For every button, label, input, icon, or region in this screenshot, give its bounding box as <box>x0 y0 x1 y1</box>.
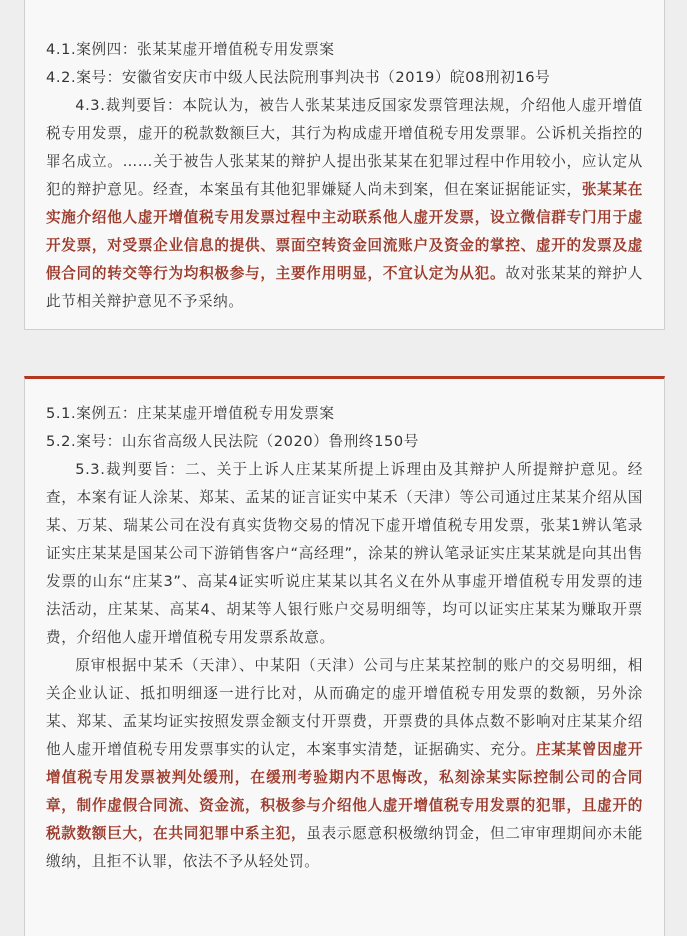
case-four-holding-intro: 4.3.裁判要旨：本院认为，被告人张某某违反国家发票管理法规，介绍他人虚开增值税专用发票，虚开的税款数额巨大，其行为构成虚开增值税专用发票罪。公诉机关指控的罪名成立。……关于被告人张某某的辩护人提出张某某在犯罪过程中作用较小，应认定从犯的辩护意见。经查，本案虽有其他犯罪嫌疑人尚未到案，但在案证据能证实， <box>46 97 643 198</box>
case-four-number: 4.2.案号：安徽省安庆市中级人民法院刑事判决书（2019）皖08刑初16号 <box>46 69 551 86</box>
case-five-holding-paragraph-1: 5.3.裁判要旨：二、关于上诉人庄某某所提上诉理由及其辩护人所提辩护意见。经查，本案有证人涂某、郑某、孟某的证言证实中某禾（天津）等公司通过庄某某介绍从国某、万某、瑞某公司在没有真实货物交易的情况下虚开增值税专用发票，张某1辨认笔录证实庄某某是国某公司下游销售客户“高经理”，涂某的辨认笔录证实庄某某就是向其出售发票的山东“庄某3”、高某4证实听说庄某某以其名义在外从事虚开增值税专用发票的违法活动，庄某某、高某4、胡某等人银行账户交易明细等，均可以证实庄某某为赚取开票费，介绍他人虚开增值税专用发票系故意。 <box>46 461 643 646</box>
case-four-holding <box>46 92 643 316</box>
case-five-card <box>24 376 665 936</box>
case-four-holding-tail: 故对张某某的辩护人此节相关辩护意见不予采纳。 <box>46 265 643 310</box>
case-five-p2-highlight: 庄某某曾因虚开增值税专用发票被判处缓刑，在缓刑考验期内不思悔改，私刻涂某实际控制公司的合同章，制作虚假合同流、资金流，积极参与介绍他人虚开增值税专用发票的犯罪，且虚开的税款数额巨大，在共同犯罪中系主犯， <box>46 741 644 842</box>
case-five-number: 5.2.案号：山东省高级人民法院（2020）鲁刑终150号 <box>46 433 419 450</box>
case-five-p2-intro: 原审根据中某禾（天津）、中某阳（天津）公司与庄某某控制的账户的交易明细，相关企业认证、抵扣明细逐一进行比对，从而确定的虚开增值税专用发票的数额，另外涂某、郑某、孟某均证实按照发票金额支付开票费，开票费的具体点数不影响对庄某某介绍他人虚开增值税专用发票事实的认定，本案事实清楚，证据确实、充分。 <box>46 657 643 758</box>
case-five-p2-tail: 虽表示愿意积极缴纳罚金，但二审审理期间亦未能缴纳，且拒不认罪，依法不予从轻处罚。 <box>46 825 643 870</box>
case-four-holding-highlight: 张某某在实施介绍他人虚开增值税专用发票过程中主动联系他人虚开发票，设立微信群专门用于虚开发票，对受票企业信息的提供、票面空转资金回流账户及资金的掌控、虚开的发票及虚假合同的转交等行为均积极参与，主要作用明显，不宜认定为从犯。 <box>46 181 643 282</box>
case-five-holding-paragraph-2 <box>46 652 643 876</box>
case-four-card <box>24 0 665 330</box>
case-five-title: 5.1.案例五：庄某某虚开增值税专用发票案 <box>46 405 335 422</box>
case-four-title: 4.1.案例四：张某某虚开增值税专用发票案 <box>46 41 335 58</box>
